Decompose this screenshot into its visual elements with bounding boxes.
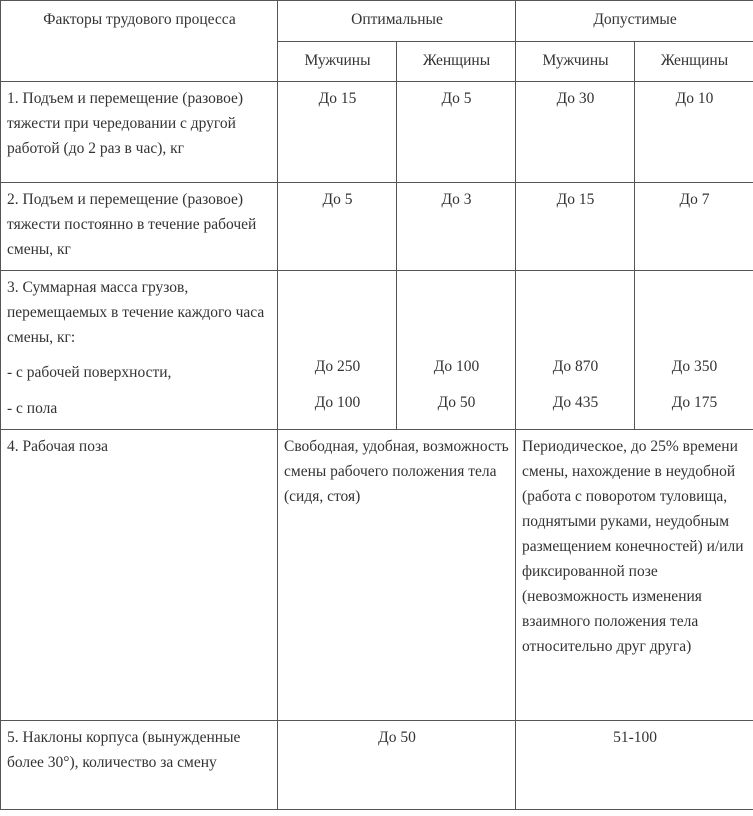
sub-row-label: - с пола: [7, 400, 58, 417]
header-acceptable-men: Мужчины: [516, 41, 635, 82]
value-optimal-men: До 250: [314, 358, 361, 375]
header-factors: Факторы трудового процесса: [1, 1, 278, 82]
row-label: 5. Наклоны корпуса (вынужденные более 30°), количество за смену: [1, 721, 278, 810]
value-acceptable-men: До 15: [516, 183, 635, 271]
value-acceptable-men: До 30: [516, 82, 635, 183]
value-acceptable-men-group: [516, 271, 635, 430]
table-row: [1, 82, 753, 183]
value-optimal: До 50: [278, 721, 516, 810]
value-optimal-women: До 3: [397, 183, 516, 271]
value-optimal: Свободная, удобная, возможность смены рабочего положения тела (сидя, стоя): [278, 430, 516, 721]
value-optimal-women-group: [397, 271, 516, 430]
header-optimal-women: Женщины: [397, 41, 516, 82]
value-acceptable: 51-100: [516, 721, 753, 810]
value-optimal-women: До 50: [437, 394, 476, 411]
table-row: [1, 430, 753, 721]
table-row: [1, 721, 753, 810]
value-acceptable-women: До 350: [671, 358, 718, 375]
value-optimal-women: До 5: [397, 82, 516, 183]
row-label-group: [1, 271, 278, 430]
value-acceptable-women-group: [635, 271, 753, 430]
value-optimal-men: До 15: [278, 82, 397, 183]
value-acceptable-men: До 435: [552, 394, 599, 411]
header-acceptable: Допустимые: [516, 1, 753, 42]
value-optimal-men: До 5: [278, 183, 397, 271]
value-acceptable-women: До 175: [671, 394, 718, 411]
header-acceptable-women: Женщины: [635, 41, 753, 82]
row-label: 1. Подъем и перемещение (разовое) тяжести при чередовании с другой работой (до 2 раз в час), кг: [1, 82, 278, 183]
value-acceptable-men: До 870: [552, 358, 599, 375]
table-row: [1, 183, 753, 271]
table-row: [1, 271, 753, 430]
header-optimal: Оптимальные: [278, 1, 516, 42]
value-acceptable: Периодическое, до 25% времени смены, нахождение в неудобной (работа с поворотом туловища, поднятыми руками, неудобным размещением конечностей) и/или фиксированной позе (невозможность изменения взаимного положения тела относительно друг друга): [516, 430, 753, 721]
sub-row-label: - с рабочей поверхности,: [7, 364, 172, 381]
value-acceptable-women: До 7: [635, 183, 753, 271]
value-optimal-men-group: [278, 271, 397, 430]
row-label: 4. Рабочая поза: [1, 430, 278, 721]
header-row-1: [1, 1, 753, 42]
value-optimal-women: До 100: [433, 358, 480, 375]
row-label: 3. Суммарная масса грузов, перемещаемых в течение каждого часа смены, кг:: [7, 279, 265, 346]
header-optimal-men: Мужчины: [278, 41, 397, 82]
value-acceptable-women: До 10: [635, 82, 753, 183]
value-optimal-men: До 100: [314, 394, 361, 411]
row-label: 2. Подъем и перемещение (разовое) тяжести постоянно в течение рабочей смены, кг: [1, 183, 278, 271]
